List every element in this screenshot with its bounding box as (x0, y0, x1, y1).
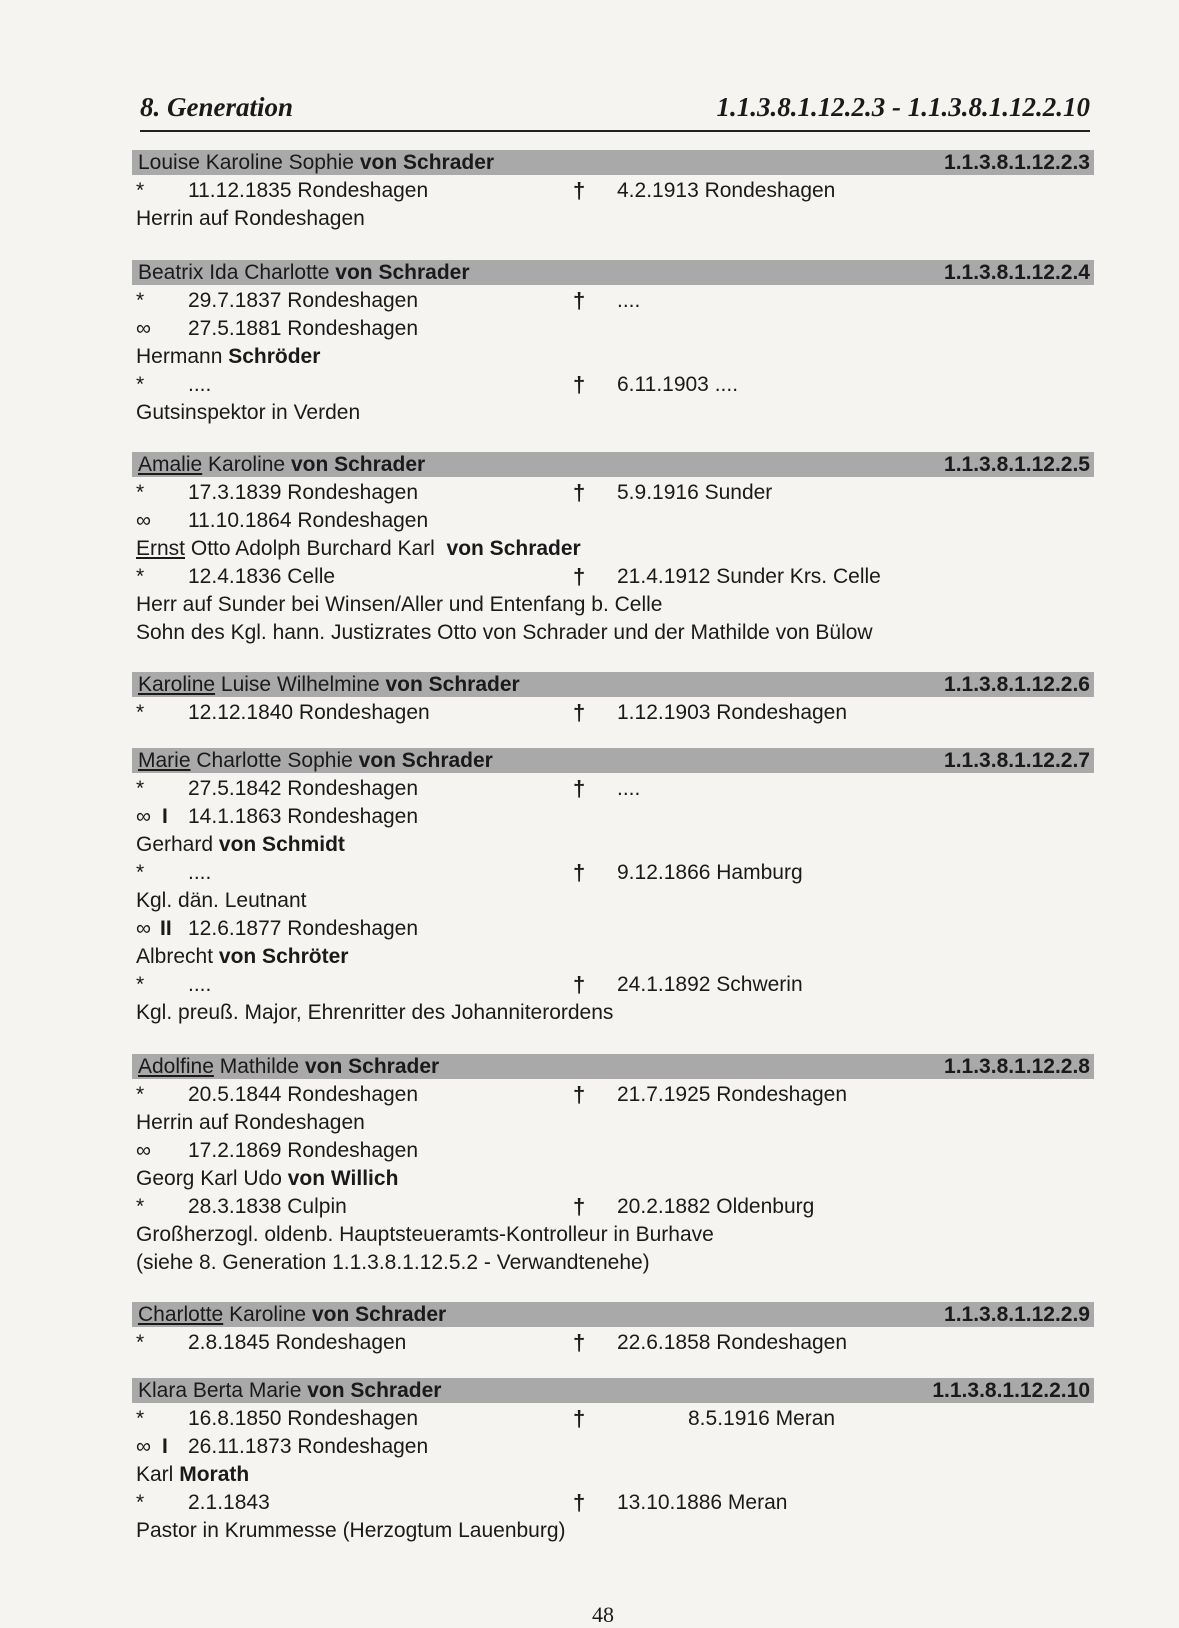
death-date: 22.6.1858 Rondeshagen (617, 1331, 848, 1354)
spouse-death: 20.2.1882 Oldenburg (617, 1195, 815, 1218)
death-cross-icon: † (573, 1082, 586, 1107)
code-range: 1.1.3.8.1.12.2.3 - 1.1.3.8.1.12.2.10 (716, 92, 1090, 122)
death-cross-icon: † (573, 1406, 586, 1431)
entry-header (132, 150, 1094, 175)
marriage-date: 26.11.1873 Rondeshagen (188, 1435, 429, 1458)
birth-symbol: * (136, 565, 145, 588)
spouse-birth: .... (188, 973, 212, 996)
death-cross-icon: † (573, 972, 586, 997)
entry-header (132, 452, 1094, 477)
spouse-note: Herr auf Sunder bei Winsen/Aller und Entenfang b. Celle (136, 593, 663, 616)
spouse-birth: 12.4.1836 Celle (188, 565, 336, 588)
spouse-birth: .... (188, 861, 212, 884)
birth-symbol: * (136, 481, 145, 504)
spouse-name: Ernst Otto Adolph Burchard Karl von Schrader (136, 537, 581, 560)
death-date: 21.7.1925 Rondeshagen (617, 1083, 848, 1106)
person-code: 1.1.3.8.1.12.2.5 (944, 453, 1090, 476)
marriage-symbol: ∞ (136, 509, 151, 532)
death-date: .... (617, 289, 641, 312)
person-code: 1.1.3.8.1.12.2.6 (944, 673, 1090, 696)
marriage-date: 17.2.1869 Rondeshagen (188, 1139, 419, 1162)
person-note: Herrin auf Rondeshagen (136, 207, 365, 230)
birth-symbol: * (136, 861, 145, 884)
marriage-symbol: ∞ (136, 317, 151, 340)
birth-date: 11.12.1835 Rondeshagen (188, 179, 429, 202)
spouse-birth: 2.1.1843 (188, 1491, 270, 1514)
spouse-death: 24.1.1892 Schwerin (617, 973, 803, 996)
person-code: 1.1.3.8.1.12.2.9 (944, 1303, 1090, 1326)
death-cross-icon: † (573, 178, 586, 203)
spouse-note: Gutsinspektor in Verden (136, 401, 361, 424)
marriage-date: 12.6.1877 Rondeshagen (188, 917, 419, 940)
birth-date: 2.8.1845 Rondeshagen (188, 1331, 407, 1354)
person-code: 1.1.3.8.1.12.2.4 (944, 261, 1090, 284)
birth-symbol: * (136, 373, 145, 396)
death-date: 4.2.1913 Rondeshagen (617, 179, 836, 202)
person-name: Marie Charlotte Sophie von Schrader (138, 749, 493, 772)
birth-symbol: * (136, 1491, 145, 1514)
birth-date: 12.12.1840 Rondeshagen (188, 701, 430, 724)
death-cross-icon: † (573, 776, 586, 801)
entry-header (132, 260, 1094, 285)
spouse-note: Sohn des Kgl. hann. Justizrates Otto von Schrader und der Mathilde von Bülow (136, 621, 873, 644)
death-date: 8.5.1916 Meran (688, 1407, 836, 1430)
birth-date: 29.7.1837 Rondeshagen (188, 289, 419, 312)
spouse-note: Großherzogl. oldenb. Hauptsteueramts-Kontrolleur in Burhave (136, 1223, 714, 1246)
entry-header (132, 1378, 1094, 1403)
spouse-birth: .... (188, 373, 212, 396)
spouse-name: Albrecht von Schröter (136, 945, 349, 968)
death-date: .... (617, 777, 641, 800)
person-name: Amalie Karoline von Schrader (138, 453, 426, 476)
spouse-death: 13.10.1886 Meran (617, 1491, 788, 1514)
marriage-date: 27.5.1881 Rondeshagen (188, 317, 419, 340)
birth-date: 16.8.1850 Rondeshagen (188, 1407, 419, 1430)
spouse-death: 9.12.1866 Hamburg (617, 861, 803, 884)
marriage-number: I (162, 1435, 168, 1458)
entry-header (132, 1302, 1094, 1327)
page-header (140, 92, 1090, 132)
marriage-number: I (162, 805, 168, 828)
death-cross-icon: † (573, 480, 586, 505)
birth-symbol: * (136, 289, 145, 312)
person-name: Beatrix Ida Charlotte von Schrader (138, 261, 470, 284)
birth-date: 20.5.1844 Rondeshagen (188, 1083, 419, 1106)
marriage-symbol: ∞ (136, 1435, 151, 1458)
birth-symbol: * (136, 1407, 145, 1430)
death-cross-icon: † (573, 860, 586, 885)
spouse-note: (siehe 8. Generation 1.1.3.8.1.12.5.2 - Verwandtenehe) (136, 1251, 650, 1274)
spouse-death: 6.11.1903 .... (617, 373, 739, 396)
person-name: Adolfine Mathilde von Schrader (138, 1055, 440, 1078)
person-code: 1.1.3.8.1.12.2.8 (944, 1055, 1090, 1078)
person-code: 1.1.3.8.1.12.2.7 (944, 749, 1090, 772)
person-code: 1.1.3.8.1.12.2.10 (932, 1379, 1090, 1402)
birth-symbol: * (136, 701, 145, 724)
spouse-death: 21.4.1912 Sunder Krs. Celle (617, 565, 881, 588)
person-name: Karoline Luise Wilhelmine von Schrader (138, 673, 520, 696)
birth-symbol: * (136, 179, 145, 202)
birth-symbol: * (136, 777, 145, 800)
death-cross-icon: † (573, 288, 586, 313)
entry-header (132, 748, 1094, 773)
marriage-symbol: ∞ (136, 1139, 151, 1162)
person-name: Louise Karoline Sophie von Schrader (138, 151, 495, 174)
spouse-name: Karl Morath (136, 1463, 250, 1486)
death-date: 5.9.1916 Sunder (617, 481, 773, 504)
death-cross-icon: † (573, 1330, 586, 1355)
spouse-name: Georg Karl Udo von Willich (136, 1167, 399, 1190)
death-cross-icon: † (573, 1194, 586, 1219)
death-cross-icon: † (573, 1490, 586, 1515)
birth-date: 17.3.1839 Rondeshagen (188, 481, 419, 504)
death-cross-icon: † (573, 372, 586, 397)
spouse-note: Kgl. preuß. Major, Ehrenritter des Johanniterordens (136, 1001, 614, 1024)
marriage-date: 11.10.1864 Rondeshagen (188, 509, 429, 532)
birth-symbol: * (136, 1331, 145, 1354)
marriage-symbol: ∞ (136, 917, 151, 940)
death-cross-icon: † (573, 700, 586, 725)
spouse-name: Gerhard von Schmidt (136, 833, 345, 856)
person-name: Klara Berta Marie von Schrader (138, 1379, 442, 1402)
person-code: 1.1.3.8.1.12.2.3 (944, 151, 1090, 174)
spouse-birth: 28.3.1838 Culpin (188, 1195, 347, 1218)
generation-title: 8. Generation (140, 92, 294, 122)
marriage-date: 14.1.1863 Rondeshagen (188, 805, 419, 828)
spouse-note: Kgl. dän. Leutnant (136, 889, 307, 912)
entry-header (132, 672, 1094, 697)
death-cross-icon: † (573, 564, 586, 589)
entry-header (132, 1054, 1094, 1079)
person-name: Charlotte Karoline von Schrader (138, 1303, 447, 1326)
birth-date: 27.5.1842 Rondeshagen (188, 777, 419, 800)
birth-symbol: * (136, 1083, 145, 1106)
spouse-note: Pastor in Krummesse (Herzogtum Lauenburg) (136, 1519, 566, 1542)
marriage-number: II (160, 917, 172, 940)
birth-symbol: * (136, 1195, 145, 1218)
birth-symbol: * (136, 973, 145, 996)
spouse-name: Hermann Schröder (136, 345, 321, 368)
person-note: Herrin auf Rondeshagen (136, 1111, 365, 1134)
page-number: 48 (592, 1602, 614, 1627)
marriage-symbol: ∞ (136, 805, 151, 828)
death-date: 1.12.1903 Rondeshagen (617, 701, 848, 724)
